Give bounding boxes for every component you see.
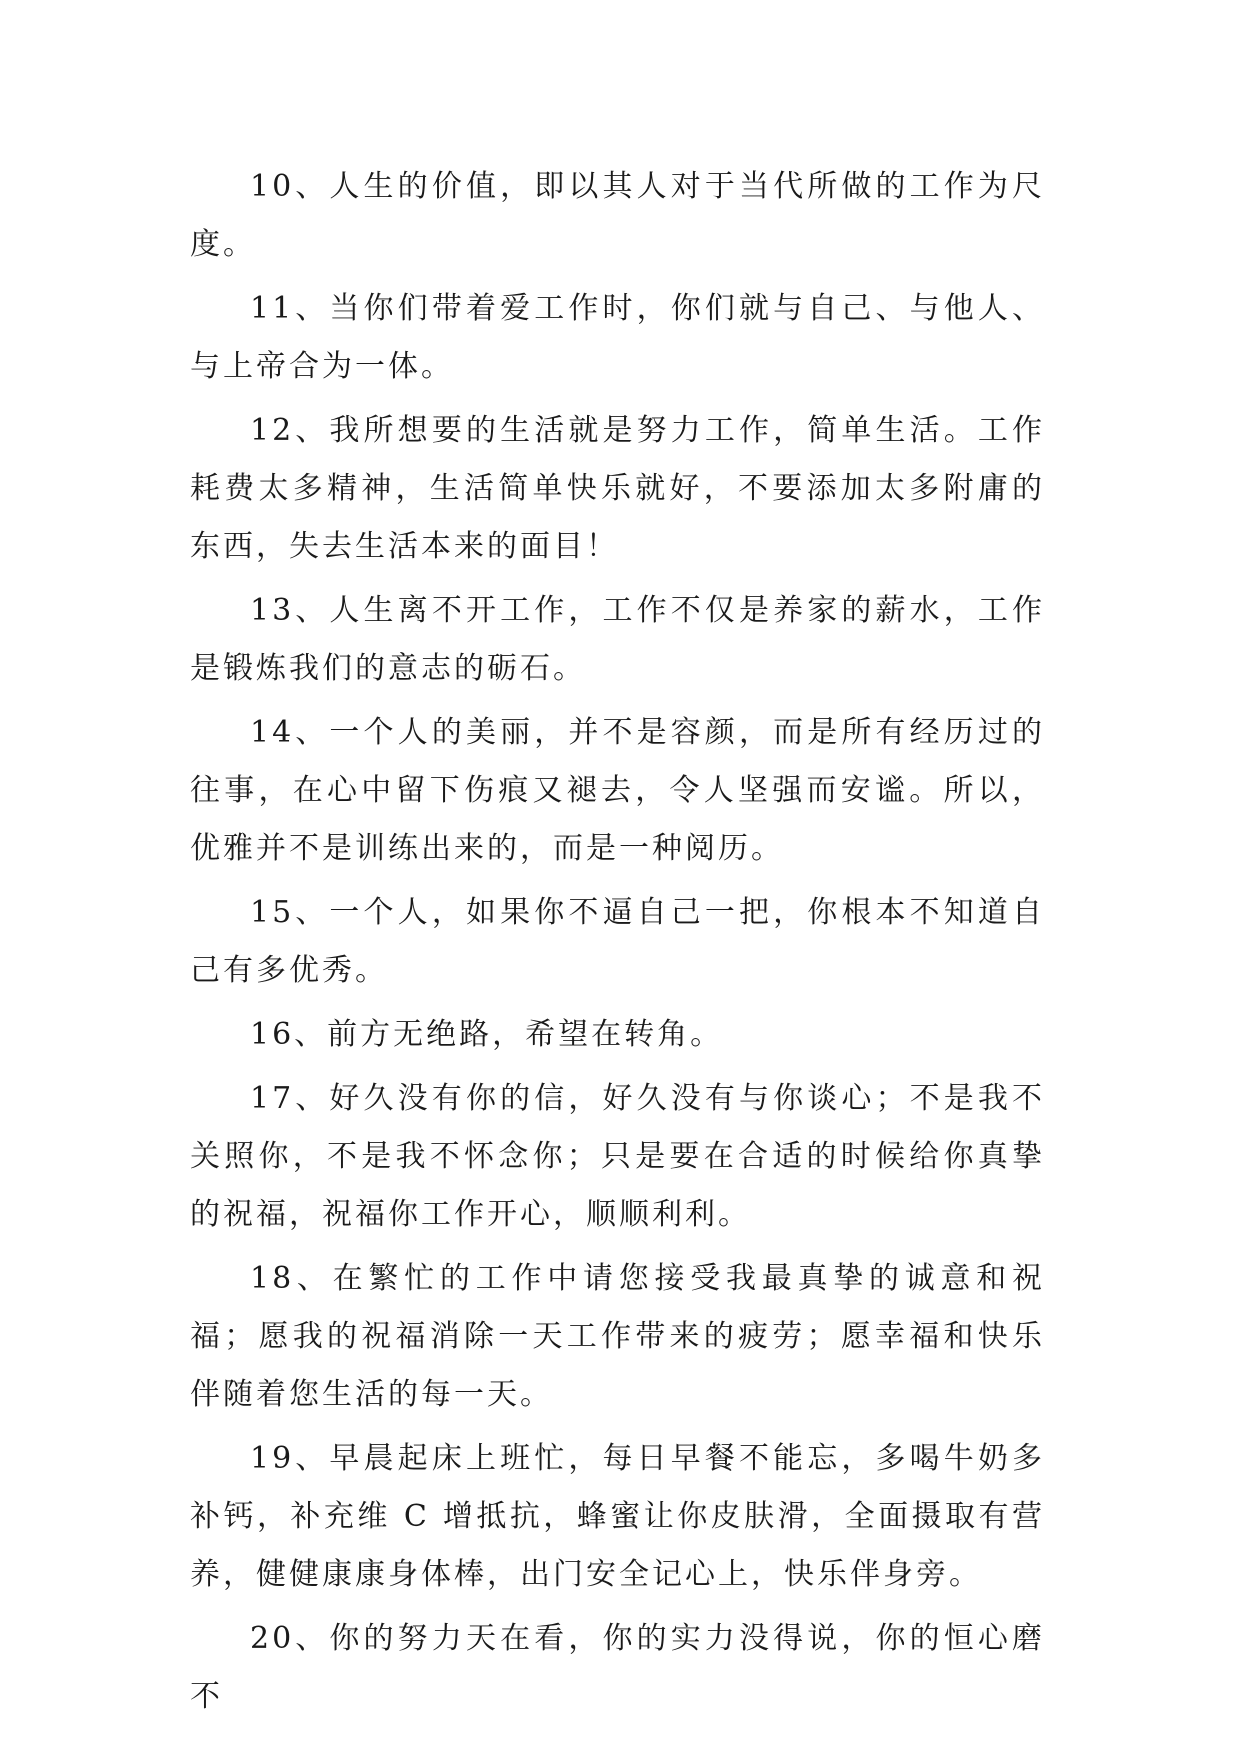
paragraph-10: 10、人生的价值，即以其人对于当代所做的工作为尺度。 xyxy=(190,169,1045,262)
paragraph-12: 12、我所想要的生活就是努力工作，简单生活。工作耗费太多精神，生活简单快乐就好，不要添加太多附庸的东西，失去生活本来的面目！ xyxy=(190,413,1045,564)
paragraph-20: 20、你的努力天在看，你的实力没得说，你的恒心磨不 xyxy=(190,1621,1045,1714)
paragraph-18: 18、在繁忙的工作中请您接受我最真挚的诚意和祝福；愿我的祝福消除一天工作带来的疲劳；愿幸福和快乐伴随着您生活的每一天。 xyxy=(190,1261,1045,1412)
paragraph-14: 14、一个人的美丽，并不是容颜，而是所有经历过的往事，在心中留下伤痕又褪去，令人坚强而安谧。所以，优雅并不是训练出来的，而是一种阅历。 xyxy=(190,715,1045,866)
paragraph-13: 13、人生离不开工作，工作不仅是养家的薪水，工作是锻炼我们的意志的砺石。 xyxy=(190,593,1045,686)
paragraph-16: 16、前方无绝路，希望在转角。 xyxy=(250,1017,724,1052)
document-body xyxy=(190,158,1045,1732)
paragraph-15: 15、一个人，如果你不逼自己一把，你根本不知道自己有多优秀。 xyxy=(190,895,1045,988)
paragraph-11: 11、当你们带着爱工作时，你们就与自己、与他人、与上帝合为一体。 xyxy=(190,291,1045,384)
paragraph-17: 17、好久没有你的信，好久没有与你谈心；不是我不关照你，不是我不怀念你；只是要在合适的时候给你真挚的祝福，祝福你工作开心，顺顺利利。 xyxy=(190,1081,1045,1232)
paragraph-19: 19、早晨起床上班忙，每日早餐不能忘，多喝牛奶多补钙，补充维 C 增抵抗，蜂蜜让你皮肤滑，全面摄取有营养，健健康康身体棒，出门安全记心上，快乐伴身旁。 xyxy=(190,1441,1045,1592)
